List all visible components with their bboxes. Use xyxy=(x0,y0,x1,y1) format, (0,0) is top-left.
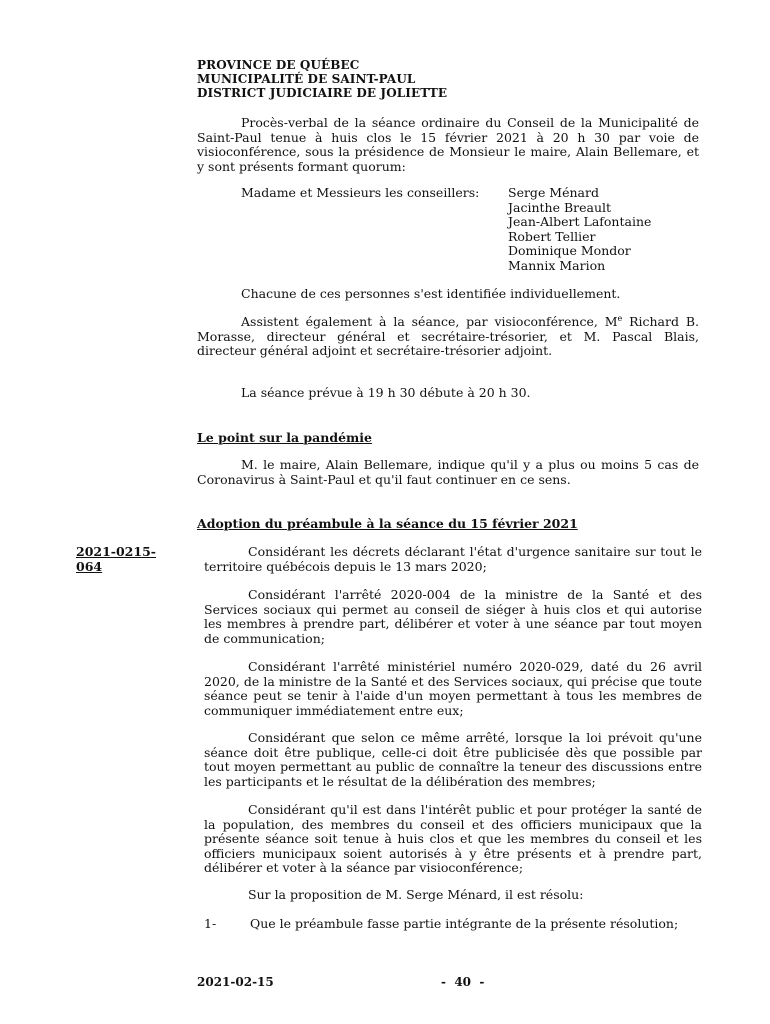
header-district: DISTRICT JUDICIAIRE DE JOLIETTE xyxy=(197,86,448,100)
item-number: 1- xyxy=(204,916,217,931)
attending-paragraph xyxy=(197,315,699,359)
councillors-list xyxy=(508,186,651,274)
resolution-number-line1: 2021-0215- xyxy=(76,544,156,559)
attending-text-1: Assistent également à la séance, par visioconférence, M xyxy=(241,314,618,329)
councillor-name: Dominique Mondor xyxy=(508,243,631,259)
considerant-5: Considérant qu'il est dans l'intérêt public et pour protéger la santé de la population, des membres du conseil et des officiers municipaux que la présente séance soit tenue à huis clos et que les membres du conseil et les officiers municipaux soient autorisés à y être présents et à prendre part, délibérer et voter à la séance par visioconférence; xyxy=(204,802,702,876)
attending-text-2: Richard B. Morasse, directeur général et secrétaire-trésorier, et M. Pascal Blais, directeur général adjoint et secrétaire-trésorier adjoint. xyxy=(197,314,699,359)
councillor-name: Jean-Albert Lafontaine xyxy=(508,214,652,230)
header-province: PROVINCE DE QUÉBEC xyxy=(197,58,360,72)
resolution-number-line2: 064 xyxy=(76,558,103,574)
councillor-name: Serge Ménard xyxy=(508,185,599,200)
councillor-name: Robert Tellier xyxy=(508,228,596,244)
resolution-number xyxy=(76,545,156,574)
pandemic-paragraph xyxy=(197,458,699,487)
intro-paragraph xyxy=(197,116,699,174)
considerant-4: Considérant que selon ce même arrêté, lorsque la loi prévoit qu'une séance doit être publique, celle-ci doit être publicisée dès que possible par tout moyen permettant au public de connaître la teneur des discussions entre les participants et le résultat de la délibération des membres; xyxy=(204,730,702,789)
pandemic-text: M. le maire, Alain Bellemare, indique qu'il y a plus ou moins 5 cas de Coronavirus à Saint-Paul et qu'il faut continuer en ce sens. xyxy=(197,457,699,487)
page-number: - 40 - xyxy=(441,975,485,989)
proposal-text: Sur la proposition de M. Serge Ménard, il est résolu: xyxy=(248,887,584,902)
item-text: Que le préambule fasse partie intégrante de la présente résolution; xyxy=(250,916,679,931)
attending-sup: e xyxy=(617,313,623,323)
councillor-name: Jacinthe Breault xyxy=(508,199,612,215)
identified-text: Chacune de ces personnes s'est identifiée individuellement. xyxy=(241,286,621,301)
considerant-1: Considérant les décrets déclarant l'état d'urgence sanitaire sur tout le territoire québécois depuis le 13 mars 2020; xyxy=(204,544,702,574)
start-text: La séance prévue à 19 h 30 débute à 20 h 30. xyxy=(241,385,531,400)
adoption-heading: Adoption du préambule à la séance du 15 février 2021 xyxy=(197,516,578,531)
intro-text: Procès-verbal de la séance ordinaire du Conseil de la Municipalité de Saint-Paul tenue à huis clos le 15 février 2021 à 20 h 30 par voie de visioconférence, sous la présidence de Monsieur le maire, Alain Bellemare, et y sont présents formant quorum: xyxy=(197,115,699,174)
considerant-3: Considérant l'arrêté ministériel numéro 2020-029, daté du 26 avril 2020, de la ministre de la Santé et des Services sociaux, qui précise que toute séance peut se tenir à l'aide d'un moyen permettant à tous les membres de communiquer immédiatement entre eux; xyxy=(204,659,702,718)
header-municipality: MUNICIPALITÉ DE SAINT-PAUL xyxy=(197,72,416,86)
councillor-name: Mannix Marion xyxy=(508,257,606,273)
footer-date: 2021-02-15 xyxy=(197,975,274,989)
councillors-label: Madame et Messieurs les conseillers: xyxy=(241,185,480,200)
considerant-2: Considérant l'arrêté 2020-004 de la ministre de la Santé et des Services sociaux qui permet au conseil de siéger à huis clos et qui autorise les membres à prendre part, délibérer et voter à une séance par tout moyen de communication; xyxy=(204,587,702,646)
pandemic-heading: Le point sur la pandémie xyxy=(197,430,372,445)
